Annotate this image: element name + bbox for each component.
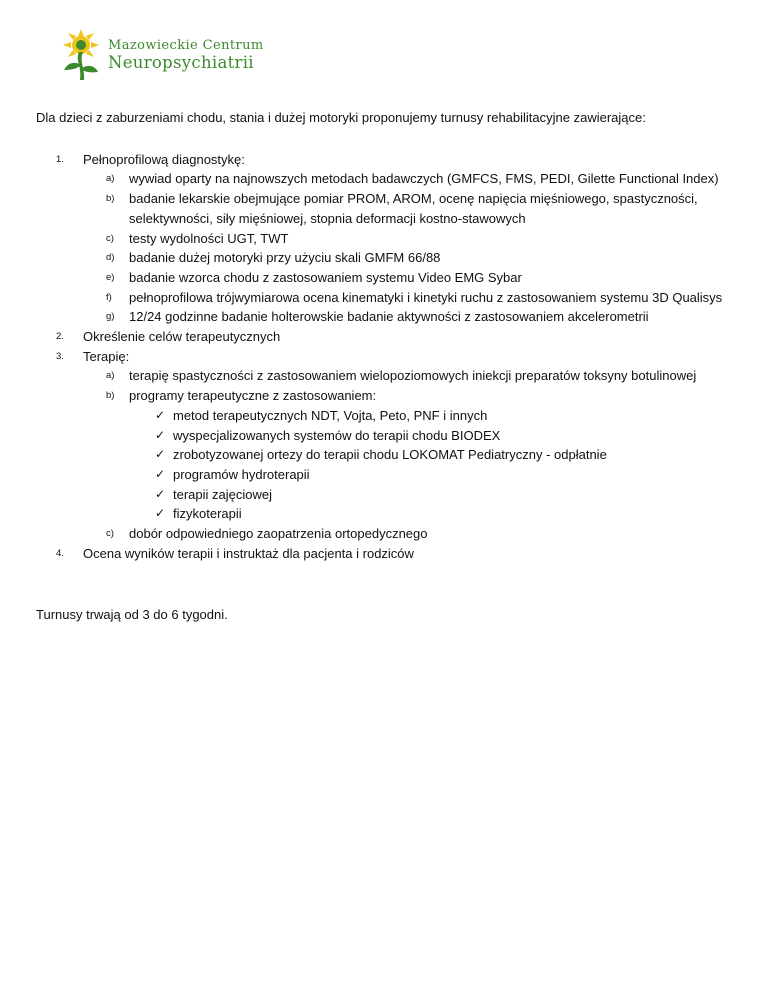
- logo-emblem-icon: [58, 28, 104, 82]
- sublist-therapy: [83, 366, 736, 543]
- sub-item-text: dobór odpowiedniego zaopatrzenia ortopedycznego: [129, 526, 428, 542]
- check-item-text: zrobotyzowanej ortezy do terapii chodu LOKOMAT Pediatryczny - odpłatnie: [173, 447, 607, 463]
- sub-item: [36, 248, 736, 268]
- item-number: 3.: [56, 350, 64, 362]
- sub-item-letter: c): [106, 232, 114, 244]
- item-text: Określenie celów terapeutycznych: [83, 329, 281, 345]
- check-item-text: terapii zajęciowej: [173, 486, 272, 502]
- list-item-therapy: [36, 347, 736, 544]
- check-icon: ✓: [155, 506, 166, 521]
- check-icon: ✓: [155, 447, 166, 462]
- document-body: [36, 108, 736, 625]
- check-item: [36, 485, 736, 505]
- services-list: [36, 150, 736, 564]
- sub-item-letter: e): [106, 271, 115, 283]
- sub-item-letter: g): [106, 311, 115, 323]
- sub-item: [36, 268, 736, 288]
- therapy-programs-checklist: [129, 406, 736, 524]
- check-item-text: fizykoterapii: [173, 506, 242, 522]
- item-number: 4.: [56, 547, 64, 559]
- logo-wordmark: [108, 38, 264, 72]
- sub-item-letter: a): [106, 173, 115, 185]
- item-number: 1.: [56, 153, 64, 165]
- sub-item: [36, 169, 736, 189]
- item-text: Terapię:: [83, 348, 130, 364]
- closing-paragraph: Turnusy trwają od 3 do 6 tygodni.: [36, 607, 228, 623]
- sub-item-text: pełnoprofilowa trójwymiarowa ocena kinematyki i kinetyki ruchu z zastosowaniem systemu 3D Qualisys: [129, 289, 723, 305]
- sub-item-text: badanie dużej motoryki przy użyciu skali GMFM 66/88: [129, 250, 441, 266]
- sub-item: [36, 524, 736, 544]
- sub-item-text: 12/24 godzinne badanie holterowskie badanie aktywności z zastosowaniem akcelerometrii: [129, 309, 649, 325]
- sublist-diagnostics: [83, 169, 736, 327]
- sub-item: [36, 366, 736, 386]
- check-item-text: metod terapeutycznych NDT, Vojta, Peto, PNF i innych: [173, 407, 488, 423]
- check-icon: ✓: [155, 466, 166, 481]
- sub-item-text: programy terapeutyczne z zastosowaniem:: [129, 388, 377, 404]
- sub-item: [36, 229, 736, 249]
- list-item-diagnostics: [36, 150, 736, 327]
- sub-item-letter: f): [106, 291, 112, 303]
- check-item: [36, 465, 736, 485]
- sub-item-text: badanie wzorca chodu z zastosowaniem systemu Video EMG Sybar: [129, 269, 522, 285]
- sub-item-letter: d): [106, 252, 115, 264]
- sub-item-letter: a): [106, 370, 115, 382]
- logo-line-2: Neuropsychiatrii: [108, 53, 254, 72]
- sub-item: [36, 386, 736, 524]
- logo: [58, 28, 318, 82]
- sub-item: [36, 288, 736, 308]
- check-item-text: wyspecjalizowanych systemów do terapii chodu BIODEX: [173, 427, 501, 443]
- sub-item: [36, 307, 736, 327]
- item-text: Pełnoprofilową diagnostykę:: [83, 151, 245, 167]
- item-number: 2.: [56, 331, 64, 343]
- sub-item: [36, 189, 736, 228]
- check-item: [36, 504, 736, 524]
- sub-item-text: terapię spastyczności z zastosowaniem wielopoziomowych iniekcji preparatów toksyny botulinowej: [129, 368, 697, 384]
- sub-item-letter: b): [106, 193, 115, 205]
- check-item: [36, 426, 736, 446]
- check-item: [36, 406, 736, 426]
- list-item-evaluation: [36, 544, 736, 564]
- sub-item-text: testy wydolności UGT, TWT: [129, 230, 289, 246]
- check-icon: ✓: [155, 427, 166, 442]
- check-icon: ✓: [155, 407, 166, 422]
- item-text: Ocena wyników terapii i instruktaż dla pacjenta i rodziców: [83, 545, 414, 561]
- sub-item-text: wywiad oparty na najnowszych metodach badawczych (GMFCS, FMS, PEDI, Gilette Functional Index): [129, 171, 719, 187]
- list-item-goals: [36, 327, 736, 347]
- sub-item-text: badanie lekarskie obejmujące pomiar PROM, AROM, ocenę napięcia mięśniowego, spastyczności, selektywności, siły mięśniowej, stopnia deformacji kostno-stawowych: [129, 191, 698, 226]
- check-item-text: programów hydroterapii: [173, 466, 310, 482]
- sub-item-letter: c): [106, 528, 114, 540]
- check-item: [36, 445, 736, 465]
- sub-item-letter: b): [106, 390, 115, 402]
- intro-paragraph: Dla dzieci z zaburzeniami chodu, stania i dużej motoryki proponujemy turnusy rehabilitacyjne zawierające:: [36, 110, 646, 125]
- check-icon: ✓: [155, 486, 166, 501]
- logo-line-1: Mazowieckie Centrum: [108, 38, 264, 53]
